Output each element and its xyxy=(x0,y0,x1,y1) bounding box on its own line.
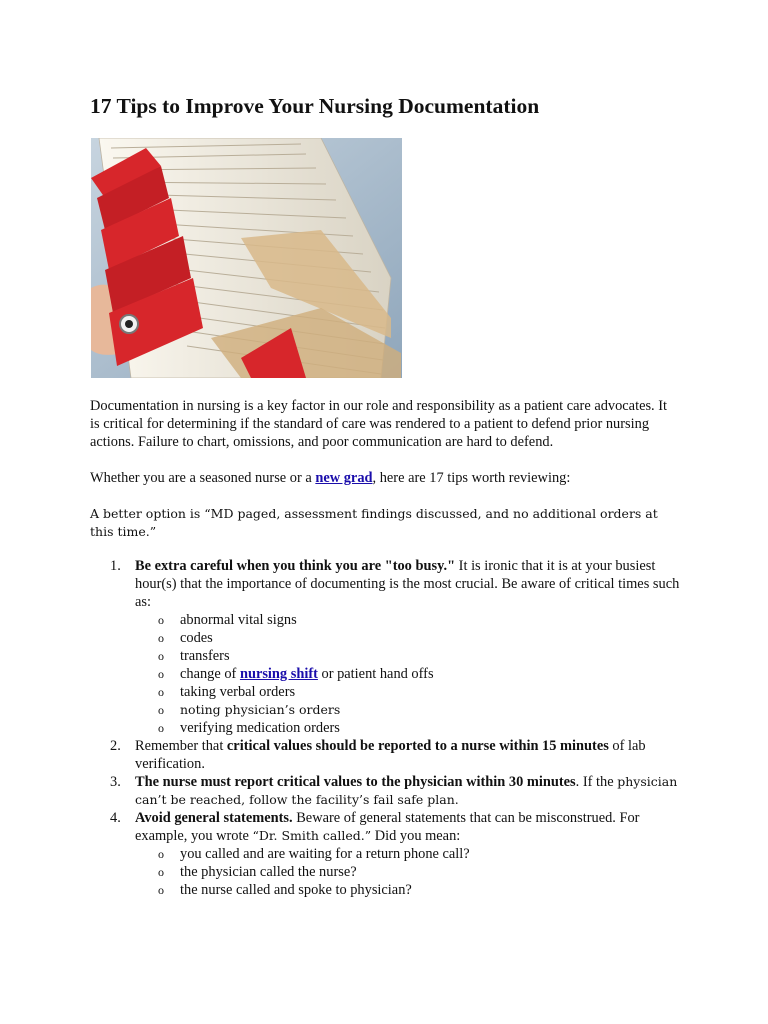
sub-item: o the physician called the nurse? xyxy=(158,864,357,880)
sub-item: o change of nursing shift or patient hand offs xyxy=(158,666,434,682)
tip-sublist xyxy=(135,845,680,899)
tip-item-4 xyxy=(90,809,680,899)
tip-item-2 xyxy=(90,737,680,773)
sub-item-text: codes xyxy=(180,630,213,646)
tip-bold: The nurse must report critical values to the physician within 30 minutes xyxy=(135,774,576,790)
sub-item: o you called and are waiting for a return phone call? xyxy=(158,846,470,862)
sub-item-text: or patient hand offs xyxy=(317,666,434,682)
tip-bold: Avoid general statements. xyxy=(135,810,293,826)
sub-item-text: abnormal vital signs xyxy=(180,612,297,628)
tip-bold: Be extra careful when you think you are "too busy." xyxy=(135,558,456,574)
sub-item: o verifying medication orders xyxy=(158,720,340,736)
page-title: 17 Tips to Improve Your Nursing Documentation xyxy=(90,94,540,118)
sub-item: o transfers xyxy=(158,648,230,664)
intro-paragraph: Documentation in nursing is a key factor in our role and responsibility as a patient care advocates. It is critical for determining if the standard of care was rendered to a patient to defend prior nursing actions. Failure to chart, omissions, and poor communication are hard to defend. xyxy=(90,398,668,450)
tip-number: 3. xyxy=(110,774,121,790)
tip-text: Beware of general statements that can be misconstrued. For example, you wrote xyxy=(135,810,640,844)
tip-text-2: physician can’t be reached, follow the facility’s fail safe plan. xyxy=(135,774,678,807)
tip-text-3: Did you mean: xyxy=(371,828,461,844)
sub-item: o abnormal vital signs xyxy=(158,612,297,628)
sub-item-text: change of xyxy=(180,666,240,682)
tip-sublist xyxy=(135,611,680,737)
binders-illustration xyxy=(91,138,402,378)
tip-bold: critical values should be reported to a nurse within 15 minutes xyxy=(226,738,609,754)
sub-item: o codes xyxy=(158,630,213,646)
tip-number: 4. xyxy=(110,810,121,826)
tip-text: . If the xyxy=(575,774,618,790)
whether-text-after: , here are 17 tips worth reviewing: xyxy=(372,470,571,486)
sub-item: o noting physician’s orders xyxy=(158,702,341,717)
whether-text-before: Whether you are a seasoned nurse or a xyxy=(90,470,316,486)
sub-item: o the nurse called and spoke to physician? xyxy=(158,882,412,898)
sub-item-text: the physician called the nurse? xyxy=(180,864,357,880)
tip-text: of lab verification. xyxy=(135,738,646,772)
tip-item-1 xyxy=(90,557,680,737)
better-option-paragraph: A better option is “MD paged, assessment findings discussed, and no additional orders at this time.” xyxy=(90,506,658,539)
tip-item-3 xyxy=(90,773,680,809)
sub-item-text: verifying medication orders xyxy=(180,720,340,736)
tip-text: It is ironic that it is at your busiest hour(s) that the importance of documenting is the most crucial. Be aware of critical times such as: xyxy=(135,558,680,610)
tips-list xyxy=(90,557,680,899)
nursing-shift-link[interactable]: nursing shift xyxy=(239,666,318,682)
sub-item-text: the nurse called and spoke to physician? xyxy=(180,882,412,898)
tip-number: 2. xyxy=(110,738,121,754)
binders-photo xyxy=(91,138,402,378)
sub-item-text: you called and are waiting for a return phone call? xyxy=(180,846,470,862)
whether-paragraph xyxy=(90,469,680,487)
new-grad-link[interactable]: new grad xyxy=(315,470,373,486)
sub-item-text: transfers xyxy=(180,648,230,664)
tip-number: 1. xyxy=(110,558,121,574)
tip-pre: Remember that xyxy=(135,738,227,754)
sub-item: o taking verbal orders xyxy=(158,684,296,700)
sub-item-text: taking verbal orders xyxy=(180,684,296,700)
tip-text-2: “Dr. Smith called.” xyxy=(252,828,372,843)
sub-item-text: noting physician’s orders xyxy=(180,702,341,717)
